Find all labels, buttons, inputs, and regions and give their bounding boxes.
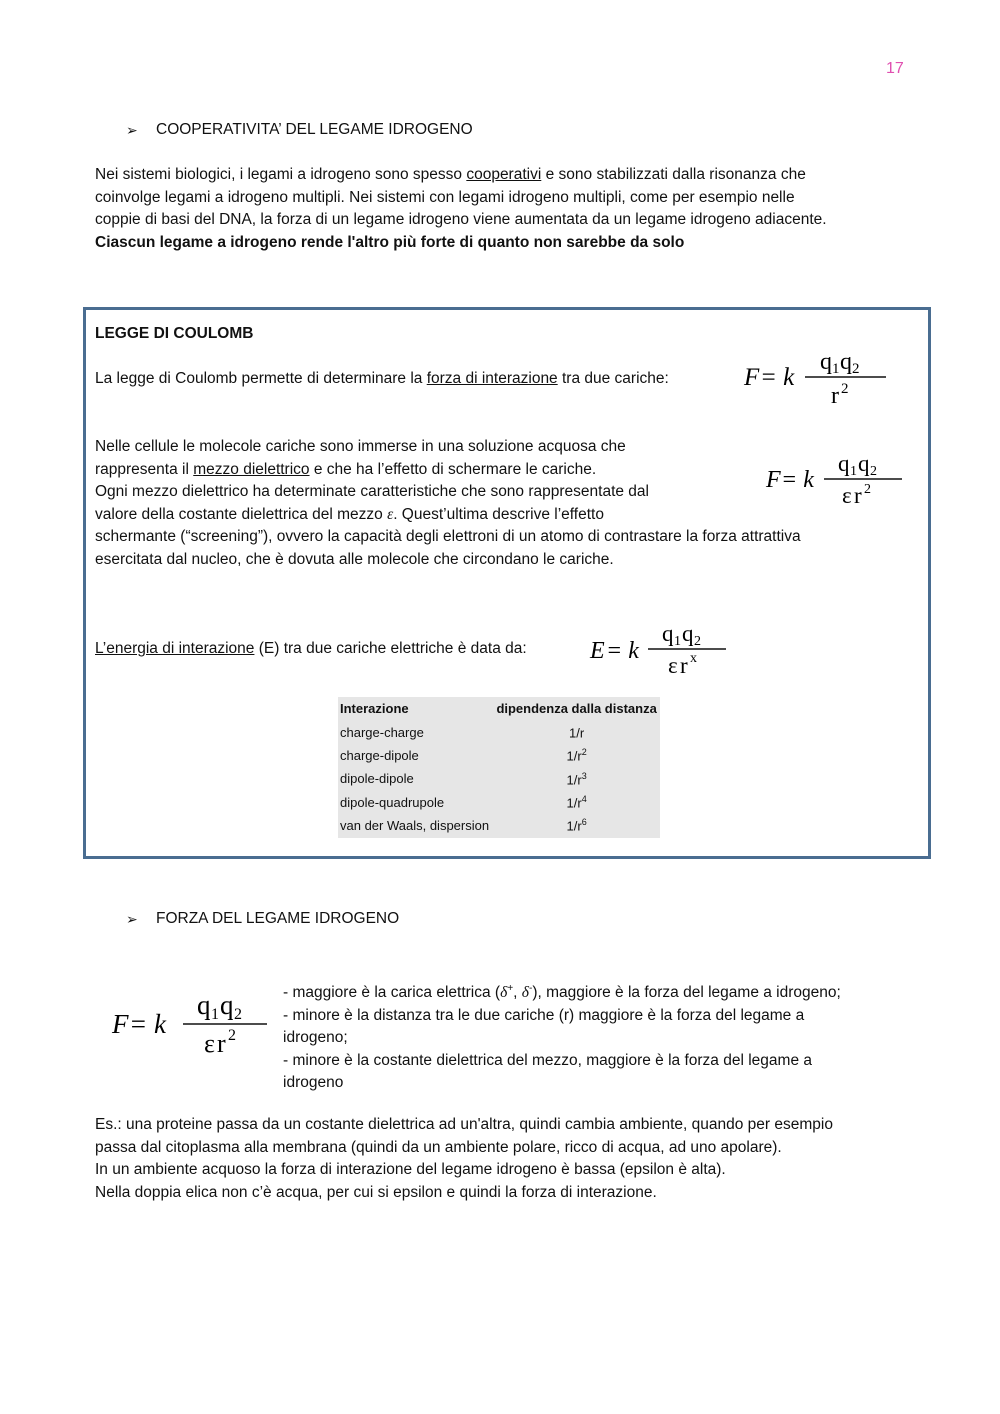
numerator-q1: q	[662, 621, 674, 646]
interaction-table-container	[338, 697, 660, 838]
arrow-bullet-icon: ➢	[126, 910, 138, 927]
paragraph-line: schermante (“screening”), ovvero la capacità degli elettroni di un atomo di contrastare la forza attrattiva	[95, 528, 801, 545]
delta-plus-symbol: δ	[500, 984, 508, 1002]
dependence-exponent: 4	[581, 793, 587, 804]
table-row	[338, 814, 660, 837]
text-span: ), maggiore è la forza del legame a idrogeno;	[532, 984, 841, 1002]
numerator-sub1: 1	[211, 1006, 219, 1023]
coulomb-force-dielectric-formula	[762, 447, 912, 512]
numerator-q2: q	[220, 990, 234, 1020]
interaction-table	[338, 697, 660, 838]
factor-distance-cont: idrogeno;	[283, 1029, 348, 1047]
example-paragraph	[95, 1114, 925, 1204]
interaction-name-cell: charge-charge	[340, 724, 424, 740]
underlined-term: forza di interazione	[426, 370, 558, 387]
formula-lhs: F	[744, 364, 760, 391]
numerator-sub2: 2	[694, 634, 701, 649]
formula-lhs: F	[766, 467, 781, 493]
text-span: ,	[513, 984, 522, 1002]
dependence-base: 1/r	[566, 748, 582, 764]
numerator-sub2: 2	[852, 361, 860, 377]
paragraph-line: coppie di basi del DNA, la forza di un legame idrogeno viene aumentata da un legame idrogeno adiacente.	[95, 211, 827, 228]
formula-equals-k: = k	[606, 638, 639, 664]
bold-statement	[95, 232, 915, 255]
paragraph-line: passa dal citoplasma alla membrana (quindi da un ambiente polare, ricco di acqua, ad uno apolare).	[95, 1138, 782, 1156]
numerator-q2: q	[840, 349, 852, 375]
interaction-name-cell: charge-dipole	[340, 747, 419, 763]
formula-equals-k: = k	[781, 467, 814, 493]
text-span: Nei sistemi biologici, i legami a idrogeno sono spesso	[95, 166, 467, 183]
formula-lhs: E	[590, 638, 605, 664]
header-distance-dependence: dipendenza dalla distanza	[496, 701, 657, 716]
table-body	[338, 721, 660, 838]
paragraph-line: Es.: una proteine passa da un costante dielettrica ad un'altra, quindi cambia ambiente, quando per esempio	[95, 1116, 833, 1133]
numerator-sub1: 1	[832, 361, 840, 377]
distance-dependence-cell	[493, 814, 660, 837]
denominator-epsilon: ε	[842, 483, 852, 508]
table-header-row	[338, 697, 660, 721]
energy-sentence	[95, 638, 527, 661]
header-interaction: Interazione	[340, 701, 409, 716]
factor-distance: - minore è la distanza tra le due cariche (r) maggiore è la forza del legame a	[283, 1006, 805, 1024]
formula-lhs: F	[112, 1009, 129, 1039]
numerator-q1: q	[820, 349, 832, 375]
text-span: (E) tra due cariche elettriche è data da:	[254, 640, 527, 657]
text-span: - maggiore è la carica elettrica (	[283, 984, 501, 1002]
paragraph-line: coinvolge legami a idrogeno multipli. Nei sistemi con legami idrogeno multipli, come per esempio nelle	[95, 188, 795, 206]
dependence-exponent: 3	[581, 770, 587, 781]
factor-dielectric: - minore è la costante dielettrica del mezzo, maggiore è la forza del legame a	[283, 1051, 812, 1069]
text-span: e sono stabilizzati dalla risonanza che	[541, 166, 806, 183]
numerator-sub1: 1	[674, 634, 681, 649]
denominator-epsilon: ε	[668, 653, 678, 678]
hbond-factors-list	[283, 978, 913, 1095]
dependence-exponent: 6	[581, 817, 587, 828]
table-row	[338, 791, 660, 814]
denominator-r: r	[217, 1029, 226, 1057]
denominator-epsilon: ε	[204, 1029, 215, 1057]
denominator-r: r	[854, 483, 862, 508]
factor-charge	[283, 978, 913, 1005]
section-heading-cooperativity	[126, 121, 473, 139]
interaction-name-cell: van der Waals, dispersion	[340, 817, 490, 833]
interaction-energy-formula	[586, 616, 731, 681]
paragraph-line: Ogni mezzo dielettrico ha determinate caratteristiche che sono rappresentate dal	[95, 483, 649, 500]
coulomb-title: LEGGE DI COULOMB	[95, 325, 254, 342]
section-heading-hbond-strength	[126, 910, 399, 928]
numerator-q2: q	[858, 451, 870, 476]
numerator-q2: q	[682, 621, 694, 646]
dependence-base: 1/r	[566, 795, 582, 811]
denominator-exp: 2	[864, 482, 871, 497]
underlined-term: L’energia di interazione	[95, 640, 255, 657]
coulomb-force-formula	[740, 343, 890, 408]
distance-dependence-cell	[493, 744, 660, 767]
bold-text: Ciascun legame a idrogeno rende l'altro più forte di quanto non sarebbe da solo	[95, 233, 685, 251]
text-span: rappresenta il	[95, 460, 194, 478]
denominator-exp: x	[690, 651, 697, 666]
numerator-q1: q	[197, 990, 211, 1020]
arrow-bullet-icon: ➢	[126, 121, 138, 138]
table-row	[338, 768, 660, 791]
numerator-sub1: 1	[850, 464, 857, 479]
underlined-term: mezzo dielettrico	[193, 460, 310, 478]
numerator-q1: q	[838, 451, 850, 476]
table-row	[338, 744, 660, 767]
text-span: e che ha l’effetto di schermare le cariche.	[309, 460, 597, 478]
dependence-base: 1/r	[569, 725, 585, 741]
paragraph-line: esercitata dal nucleo, che è dovuta alle molecole che circondano le cariche.	[95, 550, 614, 568]
text-span: La legge di Coulomb permette di determinare la	[95, 370, 427, 387]
dependence-base: 1/r	[566, 771, 582, 787]
paragraph-line: In un ambiente acquoso la forza di interazione del legame idrogeno è bassa (epsilon è alta).	[95, 1161, 726, 1178]
dependence-exponent: 2	[581, 747, 587, 758]
denominator-exp: 2	[841, 381, 849, 397]
paragraph-line: Nelle cellule le molecole cariche sono immerse in una soluzione acquosa che	[95, 438, 626, 455]
epsilon-symbol: ε	[387, 505, 394, 523]
cooperativity-paragraph	[95, 164, 915, 254]
hbond-force-formula	[108, 985, 273, 1057]
paragraph-line	[95, 164, 915, 187]
paragraph-line: Nella doppia elica non c’è acqua, per cui si epsilon e quindi la forza di interazione.	[95, 1183, 657, 1201]
plus-superscript: +	[507, 983, 514, 994]
delta-minus-symbol: δ	[521, 984, 529, 1002]
denominator-r: r	[680, 653, 688, 678]
heading-text: FORZA DEL LEGAME IDROGENO	[156, 910, 400, 927]
page-number: 17	[886, 60, 904, 77]
heading-text: COOPERATIVITA’ DEL LEGAME IDROGENO	[156, 121, 473, 138]
table-row	[338, 721, 660, 744]
interaction-name-cell: dipole-quadrupole	[340, 794, 445, 810]
text-span: . Quest’ultima descrive l’effetto	[393, 505, 604, 523]
dependence-base: 1/r	[566, 818, 582, 834]
text-span: tra due cariche:	[557, 370, 669, 387]
coulomb-intro	[95, 368, 669, 391]
interaction-name-cell: dipole-dipole	[340, 771, 414, 787]
minus-superscript: -	[529, 983, 533, 994]
distance-dependence-cell	[493, 721, 660, 744]
distance-dependence-cell	[493, 791, 660, 814]
denominator-r: r	[831, 383, 839, 408]
formula-equals-k: = k	[129, 1009, 166, 1039]
underlined-term: cooperativi	[466, 166, 542, 183]
numerator-sub2: 2	[870, 464, 877, 479]
numerator-sub2: 2	[234, 1006, 242, 1023]
factor-dielectric-cont: idrogeno	[283, 1074, 344, 1092]
distance-dependence-cell	[493, 768, 660, 791]
text-span: valore della costante dielettrica del mezzo	[95, 505, 388, 523]
denominator-exp: 2	[228, 1027, 236, 1044]
formula-equals-k: = k	[760, 364, 795, 391]
